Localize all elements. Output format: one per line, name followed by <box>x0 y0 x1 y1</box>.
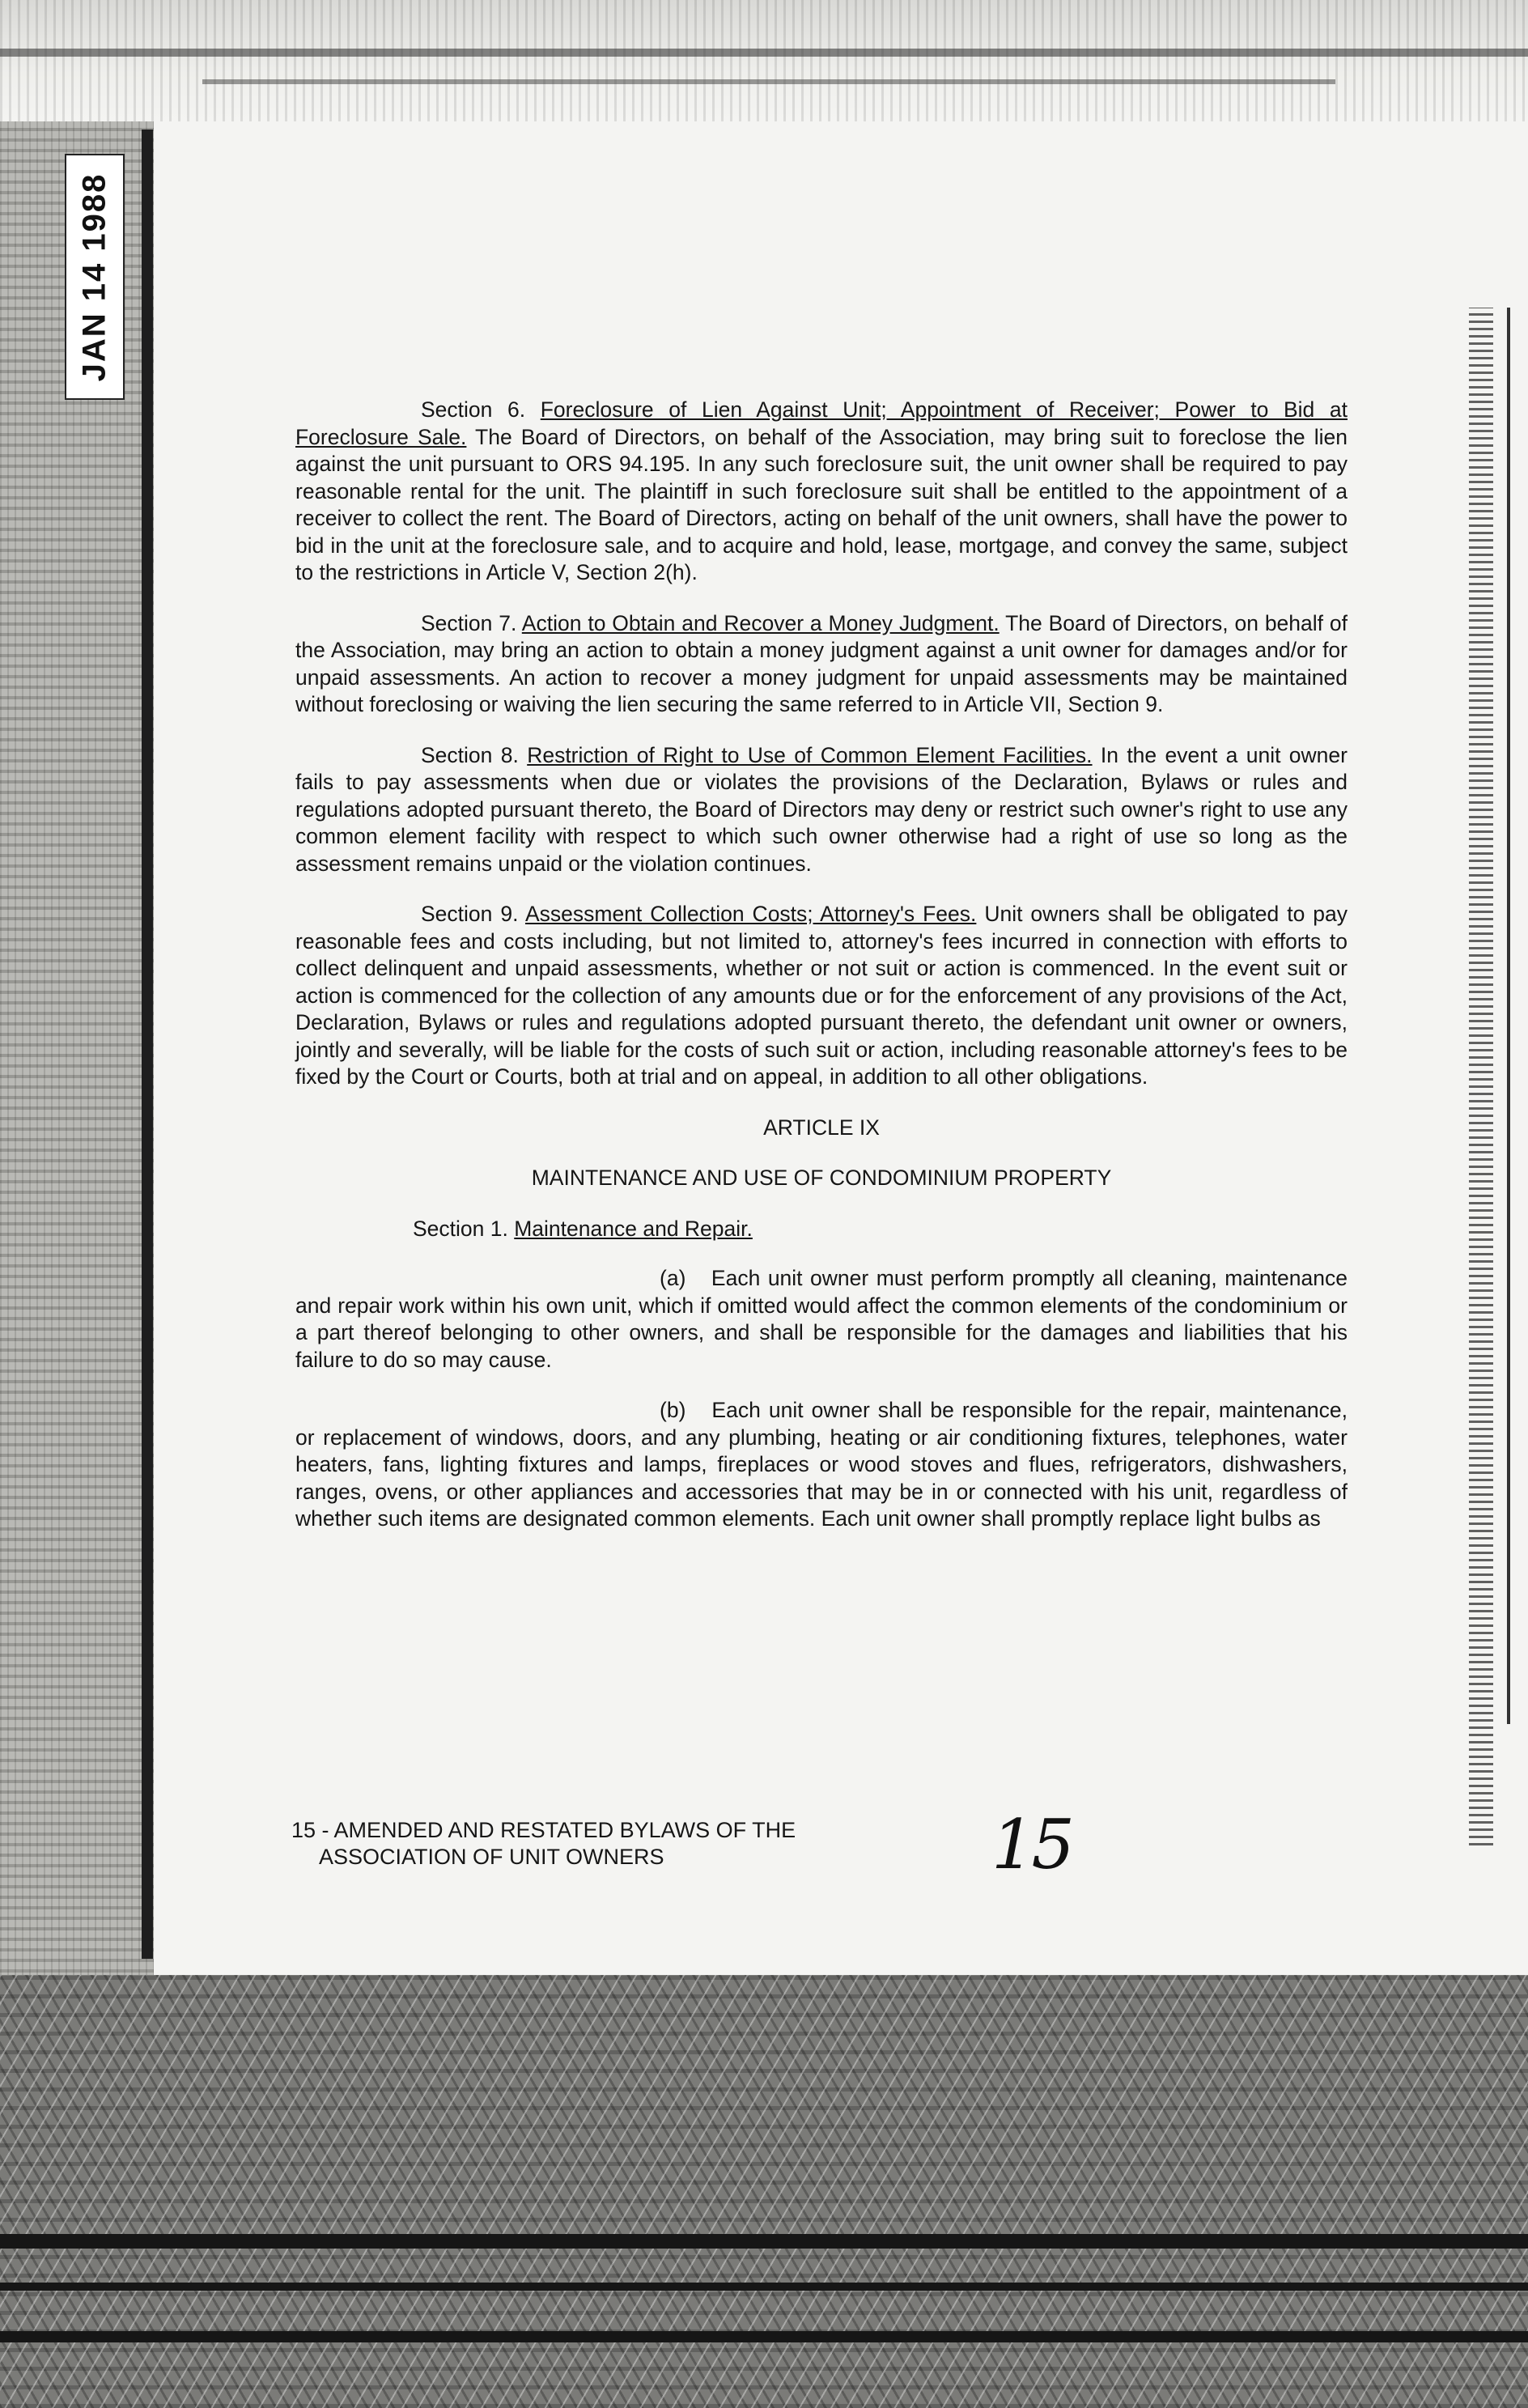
subparagraph-a <box>295 1265 1348 1374</box>
subparagraph-b <box>295 1397 1348 1533</box>
date-stamp <box>65 154 125 400</box>
scan-left-edge <box>0 121 154 1983</box>
section-7 <box>295 610 1348 719</box>
section-1-title: Maintenance and Repair. <box>514 1216 753 1241</box>
section-6-title: Foreclosure of Lien Against Unit; Appointment of Receiver; Power to Bid at Foreclosure Sale. <box>295 397 1348 449</box>
subparagraph-b-body: Each unit owner shall be responsible for the repair, maintenance, or replacement of windows, doors, and any plumbing, heating or air conditioning fixtures, telephones, water heaters, fans, lighting fixtures and lamps, fireplaces or wood stoves and flues, refrigerators, dishwashers, ranges, ovens, or other appliances and accessories that may be in or connected with his unit, regardless of whether such items are designated common elements. Each unit owner shall promptly replace light bulbs as <box>295 1398 1348 1531</box>
section-7-title: Action to Obtain and Recover a Money Judgment. <box>521 610 1000 635</box>
section-8 <box>295 742 1348 878</box>
document-page <box>295 397 1348 1556</box>
scan-bottom-band-2 <box>0 2283 1528 2291</box>
section-6 <box>295 397 1348 587</box>
handwritten-page-number: 15 <box>991 1805 1072 1884</box>
section-9-title: Assessment Collection Costs; Attorney's Fees. <box>524 902 977 926</box>
section-6-label: Section 6. <box>421 397 526 422</box>
section-9-label: Section 9. <box>421 902 519 926</box>
subparagraph-a-label: (a) <box>660 1266 686 1290</box>
section-9-body: Unit owners shall be obligated to pay reasonable fees and costs including, but not limited to, attorney's fees incurred in connection with efforts to collect delinquent and unpaid assessments, whether or not suit or action is commenced. In the event suit or action is commenced for the collection of any amounts due or for the enforcement of any provisions of the Act, Declaration, Bylaws or rules and regulations adopted pursuant thereto, the defendant unit owner or owners, jointly and severally, will be liable for the costs of such suit or action, including reasonable attorney's fees to be fixed by the Court or Courts, both at trial and on appeal, in addition to all other obligations. <box>295 902 1348 1089</box>
section-7-body: The Board of Directors, on behalf of the Association, may bring an action to obtain a money judgment against a unit owner for damages and/or for unpaid assessments. An action to recover a money judgment for unpaid assessments may be maintained without foreclosing or waiving the lien securing the same referred to in Article VII, Section 9. <box>295 610 1348 716</box>
scan-right-line <box>1507 308 1510 1724</box>
scan-bottom-band-3 <box>0 2331 1528 2342</box>
article-title: MAINTENANCE AND USE OF CONDOMINIUM PROPERTY <box>531 1166 1112 1190</box>
section-8-title: Restriction of Right to Use of Common Element Facilities. <box>527 742 1093 767</box>
scan-top-bar <box>0 49 1528 57</box>
footer-line-1: 15 - AMENDED AND RESTATED BYLAWS OF THE <box>291 1818 796 1842</box>
scan-top-bar-secondary <box>202 79 1335 84</box>
section-8-label: Section 8. <box>421 742 519 767</box>
section-1-label: Section 1. <box>413 1216 508 1241</box>
scan-right-edge <box>1469 308 1493 1845</box>
scan-bottom-noise <box>0 1975 1528 2408</box>
section-9 <box>295 901 1348 1091</box>
scan-bottom-band-1 <box>0 2234 1528 2249</box>
section-7-label: Section 7. <box>421 610 517 635</box>
article-ix-section-1 <box>295 1216 1348 1243</box>
footer-line-2: ASSOCIATION OF UNIT OWNERS <box>319 1845 664 1869</box>
subparagraph-b-label: (b) <box>660 1398 686 1422</box>
scan-top-edge <box>0 0 1528 121</box>
subparagraph-a-body: Each unit owner must perform promptly all cleaning, maintenance and repair work within his own unit, which if omitted would affect the common elements of the condominium or a part thereof belonging to other owners, and shall be responsible for the damages and liabilities that his failure to do so may cause. <box>295 1266 1348 1372</box>
scan-left-binding <box>142 130 153 1959</box>
section-8-body: In the event a unit owner fails to pay assessments when due or violates the provisions of the Declaration, Bylaws or rules and regulations adopted pursuant thereto, the Board of Directors may deny or restrict such owner's right to use any common element facility with respect to which such owner otherwise had a right of use so long as the assessment remains unpaid or the violation continues. <box>295 742 1348 876</box>
section-6-body: The Board of Directors, on behalf of the Association, may bring suit to foreclose the lien against the unit pursuant to ORS 94.195. In any such foreclosure suit, the unit owner shall be required to pay reasonable rental for the unit. The plaintiff in such foreclosure suit shall be entitled to the appointment of a receiver to collect the rent. The Board of Directors, acting on behalf of the unit owners, shall have the power to bid in the unit at the foreclosure sale, and to acquire and hold, lease, mortgage, and convey the same, subject to the restrictions in Article V, Section 2(h). <box>295 424 1348 584</box>
article-number: ARTICLE IX <box>763 1115 880 1140</box>
document-footer <box>291 1817 796 1871</box>
date-stamp-text: JAN 14 1988 <box>76 172 112 381</box>
